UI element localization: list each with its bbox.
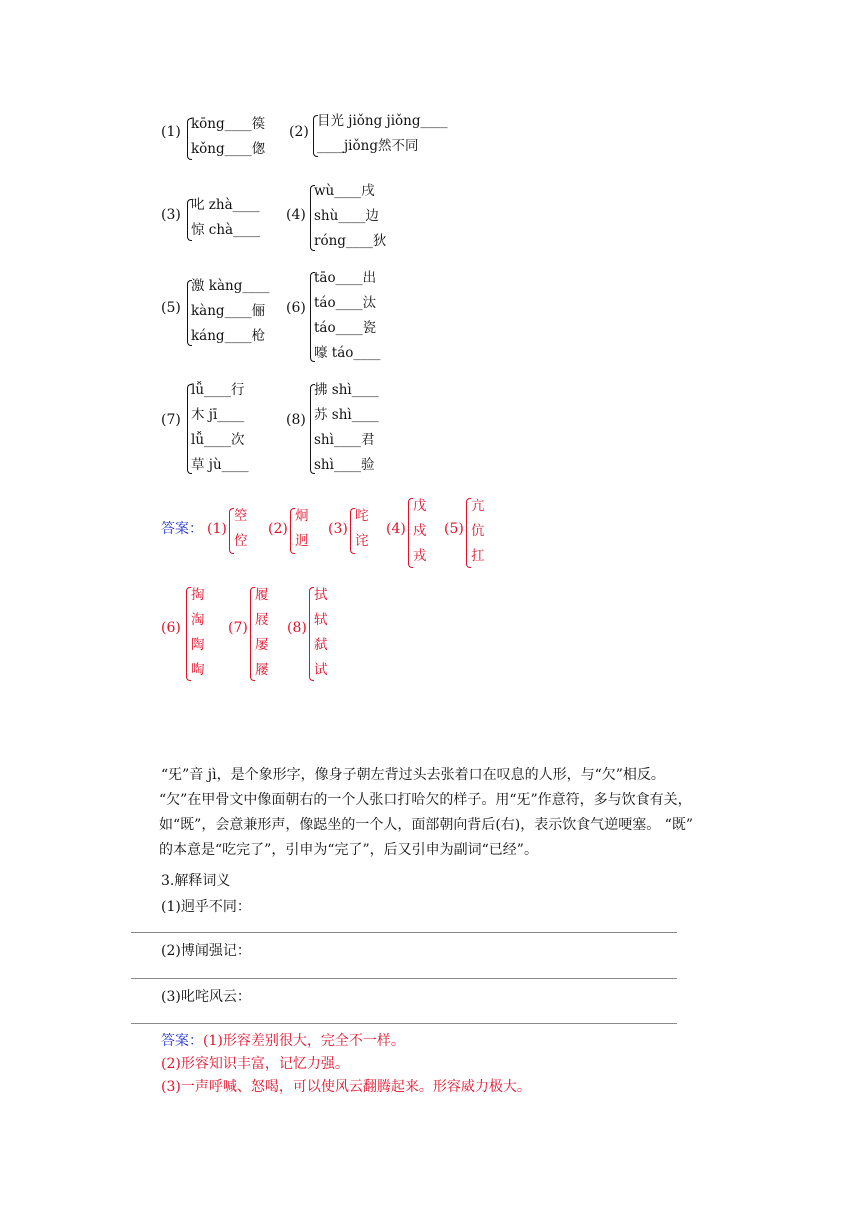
answer-number: (1)	[207, 521, 227, 537]
answer-item: 弑	[314, 637, 328, 653]
q3-answer-line: (1)形容差别很大，完全不一样。	[203, 1033, 405, 1049]
answer-item: 炯	[295, 508, 309, 524]
q1-item: 木 jī____	[191, 407, 245, 423]
answer-item: 屦	[255, 662, 269, 678]
q1-item: shì____君	[314, 432, 375, 448]
explanation-paragraph	[131, 763, 731, 863]
q1-item: 拂 shì____	[314, 382, 379, 398]
answer-item: 戍	[413, 523, 427, 539]
answer-item: 亢	[471, 498, 485, 514]
q1-item: 草 jù____	[191, 457, 249, 473]
q1-item: 激 kàng____	[191, 278, 270, 294]
q1-item: táo____汰	[314, 295, 377, 311]
answer-number: (2)	[268, 521, 288, 537]
answer-item: 轼	[314, 612, 328, 628]
q1-number: (8)	[286, 412, 306, 428]
q1-item: kǒng____偬	[191, 141, 266, 157]
answer-line-3	[131, 1023, 677, 1024]
paragraph-line: 的本意是“吃完了”，引申为“完了”，后又引申为副词“已经”。	[159, 842, 538, 858]
q1-number: (4)	[286, 207, 306, 223]
answer-item: 履	[255, 587, 269, 603]
q1-item: shì____验	[314, 457, 375, 473]
answer-number: (7)	[228, 620, 248, 636]
answer-number: (5)	[444, 521, 464, 537]
q1-item: ____jiǒng然不同	[317, 138, 419, 154]
q1-item: káng____枪	[191, 328, 266, 344]
q3-answer-label: 答案：	[161, 1033, 203, 1049]
answer-item: 伉	[471, 523, 485, 539]
q1-number: (5)	[161, 300, 181, 316]
answer-item: 淘	[191, 612, 205, 628]
q1-number: (7)	[161, 412, 181, 428]
answer-number: (3)	[328, 521, 348, 537]
answer-number: (6)	[161, 620, 181, 636]
answer-item: 屡	[255, 637, 269, 653]
q1-item: 嚎 táo____	[314, 345, 381, 361]
answer-item: 屐	[255, 612, 269, 628]
q3-title: 3.解释词义	[161, 873, 231, 889]
q3-item-1: (1)迥乎不同：	[161, 899, 251, 915]
answer-item: 试	[314, 662, 328, 678]
q1-number: (1)	[161, 124, 181, 140]
q3-answer-line: (3)一声呼喊、怒喝，可以使风云翻腾起来。形容威力极大。	[161, 1079, 531, 1095]
q1-item: tāo____出	[314, 270, 377, 286]
answer-label: 答案：	[161, 521, 203, 537]
q1-item: táo____瓷	[314, 320, 377, 336]
answer-item: 箜	[234, 508, 248, 524]
q1-item: shù____边	[314, 208, 379, 224]
q3-answer-line: (2)形容知识丰富，记忆力强。	[161, 1056, 349, 1072]
paragraph-line: 如“既”，会意兼形声，像跽坐的一个人，面部朝向背后(右)，表示饮食气逆哽塞。 “既”	[159, 817, 694, 833]
q3-item-3: (3)叱咤风云：	[161, 989, 251, 1005]
answer-item: 扛	[471, 548, 485, 564]
paragraph-line: “旡”音 jì，是个象形字，像身子朝左背过头去张着口在叹息的人形，与“欠”相反。	[161, 767, 665, 783]
paragraph-line: “欠”在甲骨文中像面朝右的一个人张口打哈欠的样子。用“旡”作意符，多与饮食有关，	[159, 792, 692, 808]
q1-item: kàng____俪	[191, 303, 266, 319]
q1-item: lǚ____次	[191, 432, 245, 448]
q1-number: (6)	[286, 300, 306, 316]
q1-item: 惊 chà____	[191, 222, 261, 238]
q1-item: 叱 zhà____	[191, 197, 260, 213]
answer-line-2	[131, 978, 677, 979]
answer-item: 拭	[314, 587, 328, 603]
answer-item: 迥	[295, 533, 309, 549]
q1-item: róng____狄	[314, 233, 387, 249]
q1-item: kōng____篌	[191, 116, 266, 132]
q3-item-2: (2)博闻强记：	[161, 943, 251, 959]
answer-item: 掏	[191, 587, 205, 603]
answer-item: 啕	[191, 662, 205, 678]
q1-item: wù____戌	[314, 183, 375, 199]
answer-number: (8)	[287, 620, 307, 636]
answer-item: 戊	[413, 498, 427, 514]
answer-item: 倥	[234, 533, 248, 549]
answer-line-1	[131, 932, 677, 933]
q1-item: 苏 shì____	[314, 407, 379, 423]
q1-number: (2)	[289, 124, 309, 140]
q1-number: (3)	[161, 207, 181, 223]
q1-item: 目光 jiǒng jiǒng____	[317, 113, 448, 129]
answer-item: 陶	[191, 637, 205, 653]
q1-item: lǚ____行	[191, 382, 245, 398]
answer-item: 诧	[355, 533, 369, 549]
answer-item: 咤	[355, 508, 369, 524]
answer-number: (4)	[386, 521, 406, 537]
answer-item: 戎	[413, 548, 427, 564]
